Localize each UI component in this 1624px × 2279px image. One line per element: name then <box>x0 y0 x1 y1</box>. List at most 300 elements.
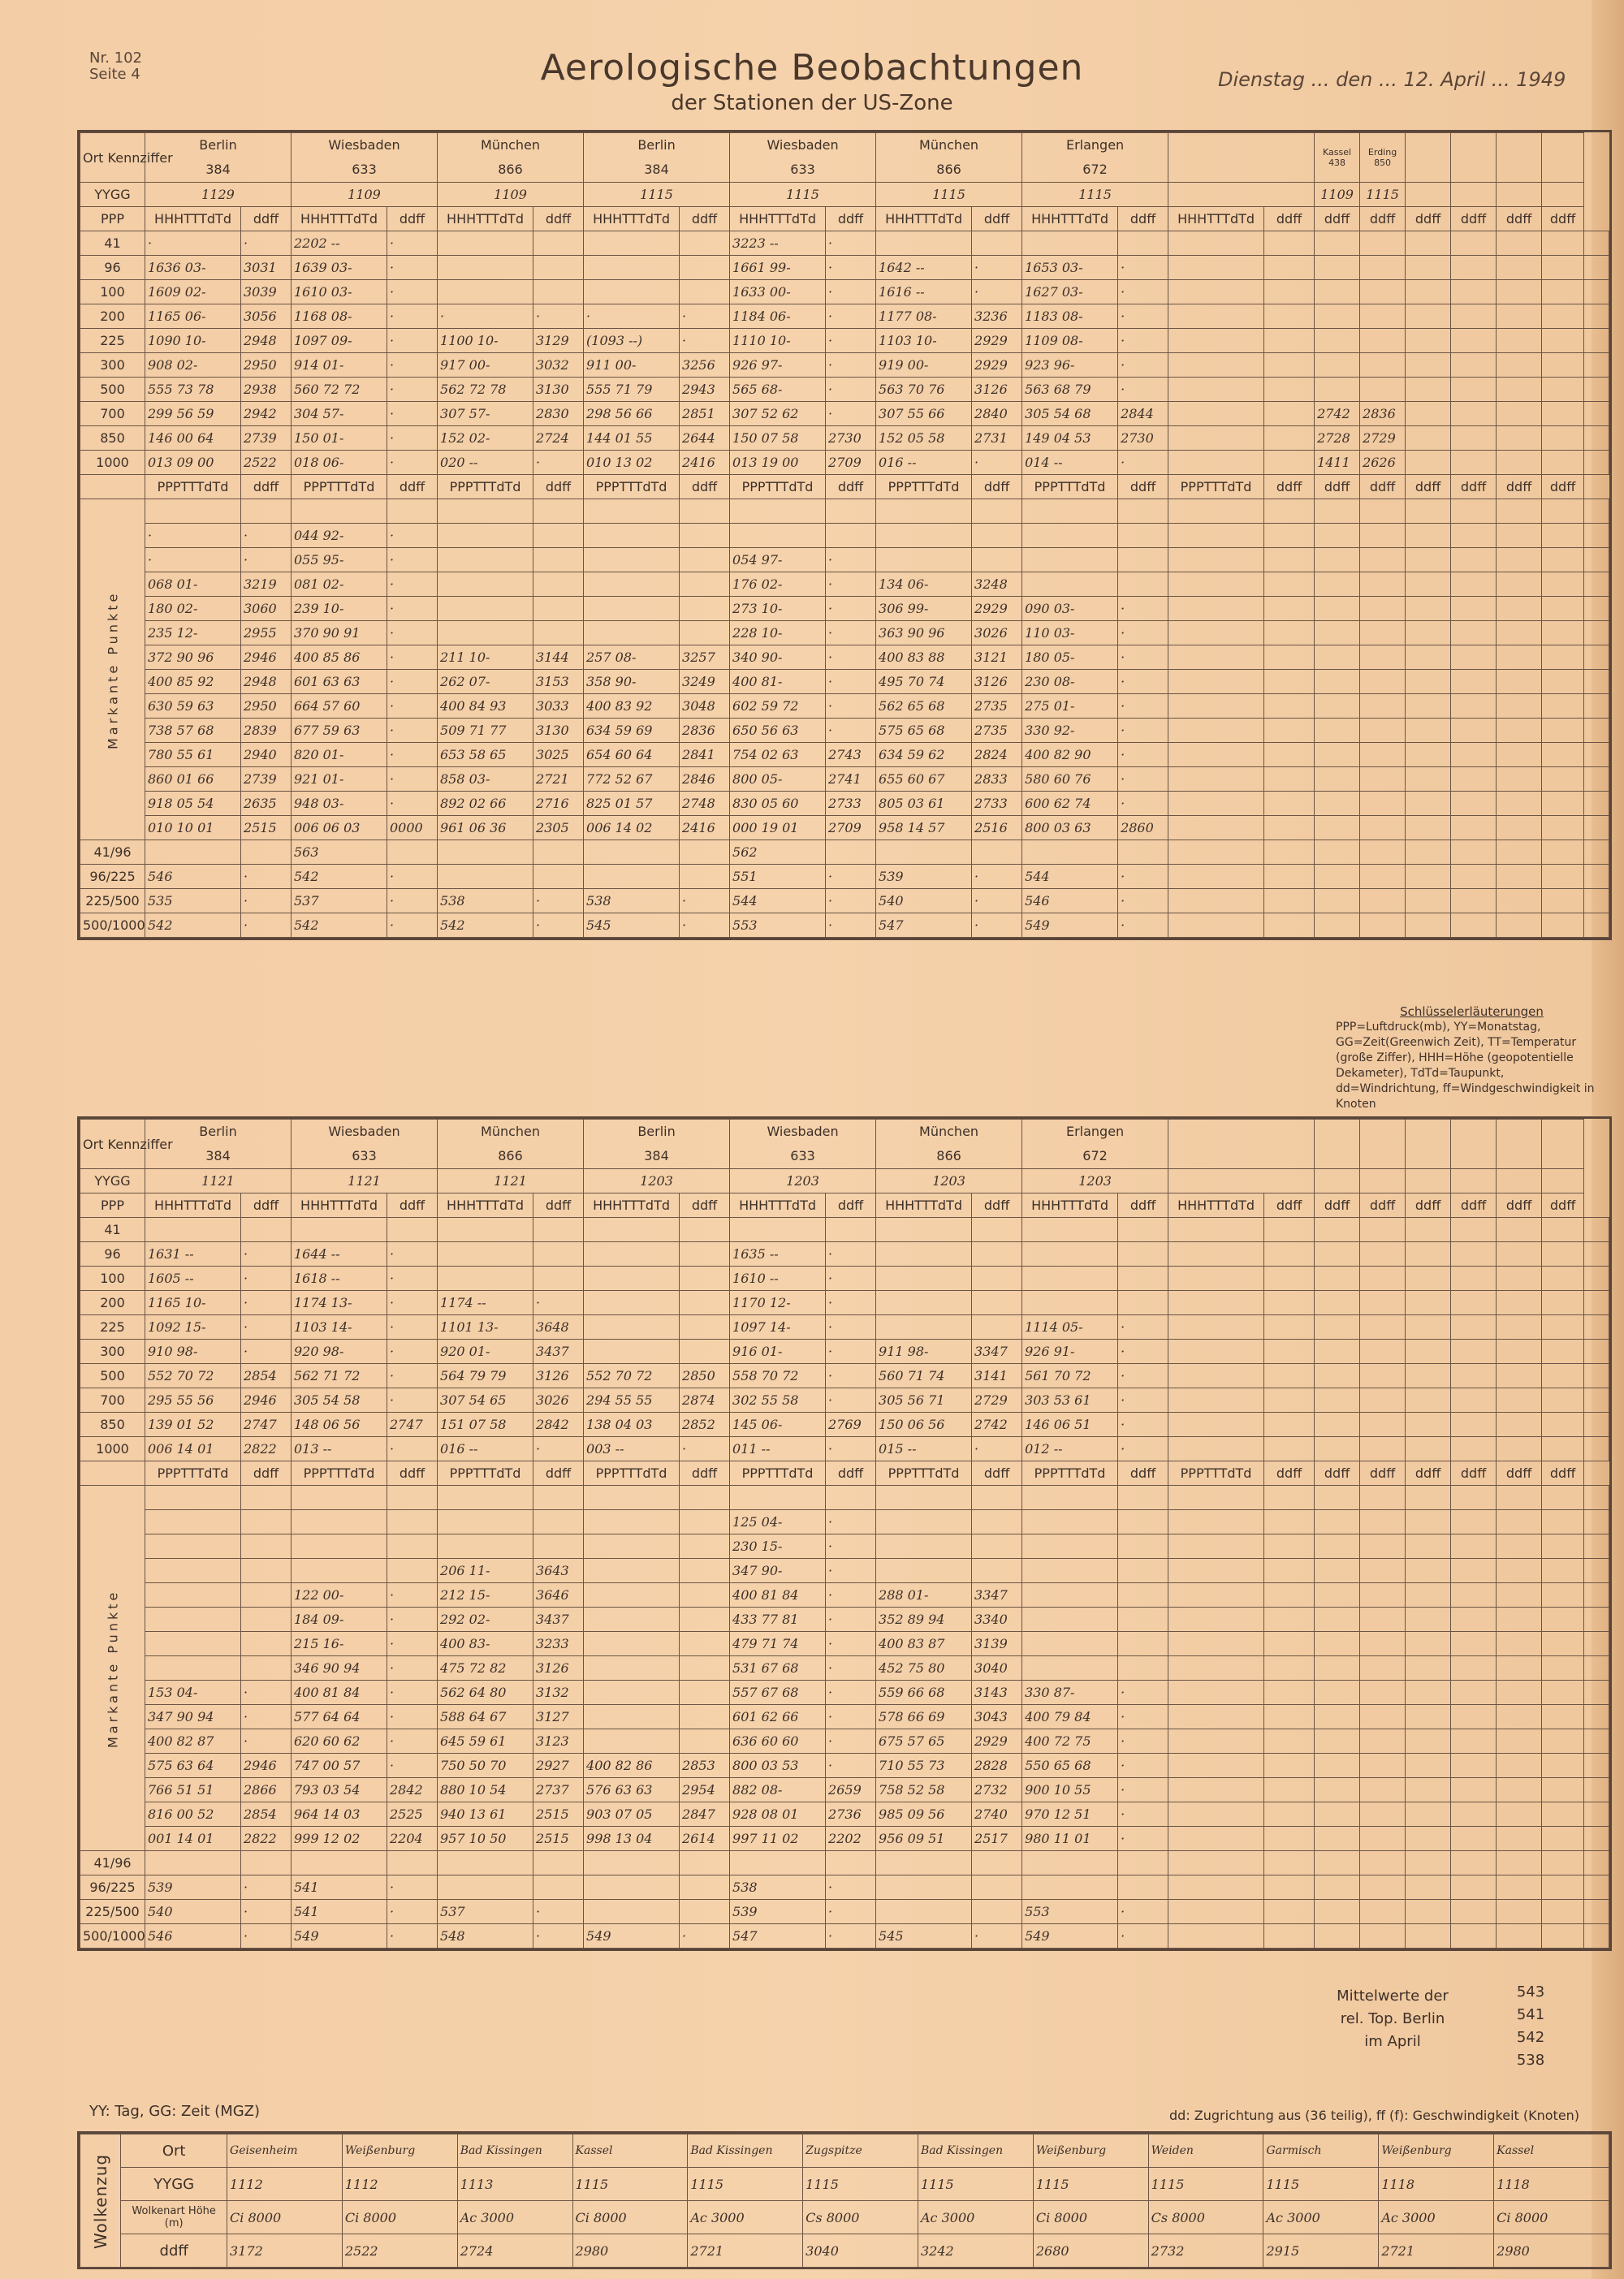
obs-value <box>1168 1364 1264 1388</box>
rel-top-value <box>1264 1875 1315 1900</box>
obs-value <box>533 231 584 256</box>
markante-value <box>438 1486 533 1510</box>
station-cell <box>584 1120 730 1169</box>
ddff-column-label: ddff <box>680 1461 730 1486</box>
obs-value <box>1360 353 1406 378</box>
obs-value: · <box>1118 451 1168 475</box>
ddff-column-label: ddff <box>241 1193 292 1218</box>
markante-value: · <box>145 548 241 572</box>
ddff-column-label: ddff <box>1497 475 1542 499</box>
obs-value: · <box>826 256 876 280</box>
rel-top-value: 542 <box>292 913 387 938</box>
markante-value <box>1542 621 1584 645</box>
obs-value <box>1168 402 1264 426</box>
markante-value <box>1542 499 1584 524</box>
rel-top-value <box>1497 1900 1542 1924</box>
obs-value <box>1542 1291 1584 1315</box>
ddff-column-label: ddff <box>1406 1193 1451 1218</box>
markante-value <box>680 1656 730 1681</box>
obs-value: 013 19 00 <box>730 451 826 475</box>
obs-value <box>1584 1437 1609 1461</box>
obs-value <box>1168 1242 1264 1267</box>
extra-station-cell <box>1315 1120 1360 1169</box>
markante-value <box>1168 719 1264 743</box>
wolkenzug-value: Bad Kissingen <box>918 2134 1034 2168</box>
ddff-column-label: ddff <box>387 1461 438 1486</box>
obs-value <box>1118 1267 1168 1291</box>
pressure-level: 1000 <box>80 1437 145 1461</box>
obs-value: · <box>387 451 438 475</box>
station-header-row <box>80 1120 1609 1169</box>
markante-value <box>1264 1681 1315 1705</box>
markante-value: · <box>826 1608 876 1632</box>
wolkenzug-value: 1115 <box>918 2168 1034 2201</box>
markante-value: 800 03 63 <box>1022 816 1118 840</box>
rel-top-value: 563 <box>292 840 387 865</box>
rel-top-value: · <box>972 913 1022 938</box>
markante-value: 2614 <box>680 1827 730 1851</box>
markante-value <box>1118 1583 1168 1608</box>
obs-value: 012 -- <box>1022 1437 1118 1461</box>
markante-value <box>1168 767 1264 792</box>
obs-value <box>1451 231 1497 256</box>
markante-value <box>1315 743 1360 767</box>
obs-value: 911 00- <box>584 353 680 378</box>
hhhtt-column-label: HHHTTTdTd <box>292 1193 387 1218</box>
rel-top-value: · <box>826 913 876 938</box>
markante-value: · <box>145 524 241 548</box>
markante-value <box>292 1534 387 1559</box>
rel-top-label: 500/1000 <box>80 913 145 938</box>
obs-value <box>680 1267 730 1291</box>
markante-value: 921 01- <box>292 767 387 792</box>
markante-value <box>1542 1802 1584 1827</box>
rel-top-value <box>1584 889 1609 913</box>
markante-value <box>1497 572 1542 597</box>
wolkenzug-value: 1115 <box>572 2168 688 2201</box>
markante-value <box>1264 499 1315 524</box>
markante-value: 2822 <box>241 1827 292 1851</box>
markante-value: 400 81 84 <box>292 1681 387 1705</box>
markante-value: 918 05 54 <box>145 792 241 816</box>
markante-value: 900 10 55 <box>1022 1778 1118 1802</box>
markante-value <box>1497 524 1542 548</box>
markante-value <box>1118 1534 1168 1559</box>
obs-value <box>1264 1364 1315 1388</box>
markante-value <box>1406 572 1451 597</box>
markante-value: · <box>1118 767 1168 792</box>
ddff-column-label: ddff <box>680 207 730 231</box>
rel-top-value: · <box>680 1924 730 1949</box>
rel-top-value <box>1264 865 1315 889</box>
markante-value <box>1497 1754 1542 1778</box>
markante-value <box>145 1656 241 1681</box>
markante-value <box>1168 621 1264 645</box>
markante-value <box>1168 1778 1264 1802</box>
markante-value <box>1584 1827 1609 1851</box>
obs-value <box>1264 304 1315 329</box>
ddff-column-label: ddff <box>826 207 876 231</box>
wolkenzug-value: 2721 <box>1379 2234 1494 2268</box>
rel-top-value: 537 <box>438 1900 533 1924</box>
markante-value <box>584 621 680 645</box>
markante-value <box>438 499 533 524</box>
station-cell <box>730 133 876 183</box>
markante-value <box>1451 1559 1497 1583</box>
markante-value <box>387 1510 438 1534</box>
markante-value <box>1168 1559 1264 1583</box>
station-name: München <box>919 137 979 153</box>
markante-value: 055 95- <box>292 548 387 572</box>
markante-value: 2659 <box>826 1778 876 1802</box>
obs-value <box>1360 1242 1406 1267</box>
blank-label <box>80 475 145 499</box>
obs-value: 2769 <box>826 1413 876 1437</box>
ddff-column-label: ddff <box>1118 207 1168 231</box>
pressure-level-row <box>80 1413 1609 1437</box>
ddff-column-label: ddff <box>1406 1461 1451 1486</box>
rel-top-label: 96/225 <box>80 865 145 889</box>
wolkenzug-value: 2680 <box>1033 2234 1148 2268</box>
markante-value: · <box>826 1681 876 1705</box>
markante-row <box>80 670 1609 694</box>
block-2-grid <box>80 1119 1609 1949</box>
pressure-level-row <box>80 1340 1609 1364</box>
ddff-column-label: ddff <box>533 1193 584 1218</box>
rel-top-value: 553 <box>1022 1900 1118 1924</box>
footer-right: dd: Zugrichtung aus (36 teilig), ff (f): Geschwindigkeit (Knoten) <box>1169 2108 1580 2123</box>
obs-value <box>1451 353 1497 378</box>
obs-value: 1644 -- <box>292 1242 387 1267</box>
rel-top-value <box>1497 840 1542 865</box>
markante-value: · <box>1118 621 1168 645</box>
markante-value: 750 50 70 <box>438 1754 533 1778</box>
markante-value: 3126 <box>533 1656 584 1681</box>
rel-top-value: 537 <box>292 889 387 913</box>
markante-value <box>584 597 680 621</box>
obs-value: 926 97- <box>730 353 826 378</box>
wolkenzug-value: Kassel <box>1494 2134 1609 2168</box>
rel-top-value <box>438 840 533 865</box>
ddff-column-label: ddff <box>826 1461 876 1486</box>
markante-value: 2416 <box>680 816 730 840</box>
markante-value <box>1168 1705 1264 1729</box>
rel-top-value <box>1584 1900 1609 1924</box>
ddff-column-label: ddff <box>1451 1193 1497 1218</box>
markante-value <box>1584 621 1609 645</box>
mittelwerte-label: Mittelwerte der rel. Top. Berlin im April <box>1337 1988 1449 2050</box>
markante-value: 998 13 04 <box>584 1827 680 1851</box>
markante-value: · <box>826 645 876 670</box>
markante-value <box>438 1510 533 1534</box>
markante-value <box>584 524 680 548</box>
rel-top-value <box>1542 913 1584 938</box>
rel-top-value: 542 <box>292 865 387 889</box>
markante-value <box>876 524 972 548</box>
rel-top-value <box>1451 1900 1497 1924</box>
obs-value <box>1264 1413 1315 1437</box>
ddff-column-label: ddff <box>241 1461 292 1486</box>
markante-value <box>1497 1608 1542 1632</box>
rel-top-value: · <box>533 1900 584 1924</box>
station-name: Berlin <box>637 137 676 153</box>
markante-value <box>1584 670 1609 694</box>
extra-yygg-value <box>1451 1169 1497 1193</box>
pppt-column-label: PPPTTTdTd <box>584 1461 680 1486</box>
extra-yygg-value <box>1315 1169 1360 1193</box>
markante-value: 509 71 77 <box>438 719 533 743</box>
obs-value <box>1542 451 1584 475</box>
markante-value: 630 59 63 <box>145 694 241 719</box>
ddff-column-label: ddff <box>680 1193 730 1218</box>
markante-value: 2525 <box>387 1802 438 1827</box>
markante-value <box>1584 1608 1609 1632</box>
obs-value <box>1542 1218 1584 1242</box>
rel-top-value: 544 <box>1022 865 1118 889</box>
markante-value <box>1584 719 1609 743</box>
markante-value: 358 90- <box>584 670 680 694</box>
obs-value <box>1315 1242 1360 1267</box>
markante-value <box>1264 1534 1315 1559</box>
obs-value: 1639 03- <box>292 256 387 280</box>
obs-value: 3223 -- <box>730 231 826 256</box>
markante-value: · <box>241 1681 292 1705</box>
rel-top-value <box>1542 1875 1584 1900</box>
markante-value <box>1264 1608 1315 1632</box>
markante-value <box>1360 1802 1406 1827</box>
markante-value <box>1315 621 1360 645</box>
markante-value <box>730 1486 826 1510</box>
markante-value: 288 01- <box>876 1583 972 1608</box>
rel-top-value: 538 <box>584 889 680 913</box>
station-id: 633 <box>352 162 377 177</box>
rel-top-value <box>1315 840 1360 865</box>
markante-value <box>1497 1827 1542 1851</box>
markante-value: 134 06- <box>876 572 972 597</box>
markante-value <box>1264 670 1315 694</box>
markante-value <box>1406 743 1451 767</box>
markante-value: · <box>387 1729 438 1754</box>
obs-value <box>1360 1315 1406 1340</box>
markante-value <box>1584 767 1609 792</box>
wolkenzug-value: 3172 <box>227 2234 343 2268</box>
rel-top-value: · <box>680 913 730 938</box>
obs-value: 305 54 58 <box>292 1388 387 1413</box>
obs-value <box>1022 1242 1118 1267</box>
obs-value: 2202 -- <box>292 231 387 256</box>
markante-value <box>1542 645 1584 670</box>
obs-value: 2522 <box>241 451 292 475</box>
markante-value: · <box>1118 1754 1168 1778</box>
rel-top-value: · <box>680 889 730 913</box>
obs-value <box>1497 1267 1542 1291</box>
obs-value: 2742 <box>972 1413 1022 1437</box>
markante-value: 903 07 05 <box>584 1802 680 1827</box>
obs-value: · <box>1118 304 1168 329</box>
obs-value: · <box>241 1340 292 1364</box>
rel-top-value: 541 <box>292 1875 387 1900</box>
markante-value: · <box>387 1583 438 1608</box>
rel-top-value: · <box>241 1875 292 1900</box>
obs-value: 1616 -- <box>876 280 972 304</box>
markante-value <box>1584 499 1609 524</box>
obs-value <box>972 1218 1022 1242</box>
wolkenzug-value: Ci 8000 <box>227 2201 343 2234</box>
pressure-level: 96 <box>80 256 145 280</box>
wolkenzug-row-label: ddff <box>121 2234 227 2268</box>
obs-value: 144 01 55 <box>584 426 680 451</box>
hhhtt-column-label: HHHTTTdTd <box>584 1193 680 1218</box>
markante-value: 3121 <box>972 645 1022 670</box>
obs-value: · <box>387 1364 438 1388</box>
markante-value <box>1406 499 1451 524</box>
obs-value <box>1315 378 1360 402</box>
markante-value <box>1264 1656 1315 1681</box>
ddff-column-label: ddff <box>1542 1193 1584 1218</box>
markante-value <box>145 1559 241 1583</box>
markante-value: 957 10 50 <box>438 1827 533 1851</box>
markante-value <box>1497 1778 1542 1802</box>
station-name: München <box>481 137 541 153</box>
markante-value: 3144 <box>533 645 584 670</box>
markante-value: 800 05- <box>730 767 826 792</box>
obs-value <box>584 1291 680 1315</box>
obs-value <box>1406 1388 1451 1413</box>
obs-value: · <box>826 329 876 353</box>
wolkenzug-value: Bad Kissingen <box>457 2134 572 2168</box>
rel-top-value <box>730 1851 826 1875</box>
obs-value <box>1497 280 1542 304</box>
markante-value <box>1264 1705 1315 1729</box>
obs-value <box>1264 451 1315 475</box>
markante-value <box>1264 597 1315 621</box>
markante-value <box>1584 1656 1609 1681</box>
obs-value: · <box>826 1388 876 1413</box>
obs-value <box>1360 304 1406 329</box>
markante-value <box>1315 694 1360 719</box>
markante-value: 664 57 60 <box>292 694 387 719</box>
station-cell <box>876 1120 1022 1169</box>
obs-value <box>438 1242 533 1267</box>
wolkenzug-value: Garmisch <box>1263 2134 1379 2168</box>
extra-yygg-value <box>1406 1169 1451 1193</box>
markante-value: 3130 <box>533 719 584 743</box>
obs-value <box>1542 231 1584 256</box>
markante-value <box>1022 524 1118 548</box>
obs-value: · <box>533 1291 584 1315</box>
markante-value <box>1360 816 1406 840</box>
wolkenzug-value: Cs 8000 <box>803 2201 918 2234</box>
markante-value <box>1118 572 1168 597</box>
markante-value <box>1022 1534 1118 1559</box>
obs-value: 2836 <box>1360 402 1406 426</box>
obs-value <box>1406 1413 1451 1437</box>
markante-value: · <box>1118 670 1168 694</box>
markante-value <box>1584 548 1609 572</box>
obs-value <box>1584 1388 1609 1413</box>
rel-top-value: · <box>387 865 438 889</box>
wolkenzug-row <box>80 2234 1609 2268</box>
obs-value <box>1264 378 1315 402</box>
markante-value: 575 63 64 <box>145 1754 241 1778</box>
obs-value <box>1168 280 1264 304</box>
pressure-level: 700 <box>80 402 145 426</box>
markante-value <box>1451 743 1497 767</box>
ddff-column-label: ddff <box>241 207 292 231</box>
rel-top-value <box>1406 1875 1451 1900</box>
obs-value <box>876 1218 972 1242</box>
obs-value: · <box>1118 1315 1168 1340</box>
obs-value <box>533 1267 584 1291</box>
obs-value: 2626 <box>1360 451 1406 475</box>
markante-value <box>584 1705 680 1729</box>
extra-station-cell <box>1406 133 1451 183</box>
markante-value <box>1542 1559 1584 1583</box>
obs-value: 1184 06- <box>730 304 826 329</box>
markante-value: 928 08 01 <box>730 1802 826 1827</box>
yygg-value: 1121 <box>145 1169 292 1193</box>
ddff-column-label: ddff <box>1542 1461 1584 1486</box>
rel-top-value <box>826 840 876 865</box>
obs-value <box>1406 1340 1451 1364</box>
markante-value: 400 83 88 <box>876 645 972 670</box>
wolkenzug-value: 2721 <box>688 2234 803 2268</box>
obs-value: 1165 06- <box>145 304 241 329</box>
markante-value <box>1584 792 1609 816</box>
markante-value: 3026 <box>972 621 1022 645</box>
markante-value <box>584 1632 680 1656</box>
hhhtt-column-label: HHHTTTdTd <box>730 1193 826 1218</box>
block-1-table <box>77 130 1612 940</box>
rel-top-value: 538 <box>438 889 533 913</box>
obs-value: 1174 -- <box>438 1291 533 1315</box>
markante-value: 958 14 57 <box>876 816 972 840</box>
rel-top-value: 539 <box>876 865 972 889</box>
markante-value: 754 02 63 <box>730 743 826 767</box>
obs-value <box>972 1242 1022 1267</box>
markante-row <box>80 645 1609 670</box>
markante-value <box>1542 719 1584 743</box>
markante-value: 766 51 51 <box>145 1778 241 1802</box>
markante-value: · <box>387 767 438 792</box>
markante-value <box>1264 1754 1315 1778</box>
markante-value: 2929 <box>972 597 1022 621</box>
markante-value <box>1542 816 1584 840</box>
pressure-level-row <box>80 304 1609 329</box>
rel-top-value <box>1497 1875 1542 1900</box>
obs-value: 305 56 71 <box>876 1388 972 1413</box>
legend-text: PPP=Luftdruck(mb), YY=Monatstag, GG=Zeit(Greenwich Zeit), TT=Temperatur (große Ziffer), HHH=Höhe (geopotentielle Dekameter), TdTd=Taupunkt, dd=Windrichtung, ff=Windgeschwindigkeit in Knoten <box>1336 1021 1595 1111</box>
markante-value <box>1451 499 1497 524</box>
markante-value: 3643 <box>533 1559 584 1583</box>
markante-value: 985 09 56 <box>876 1802 972 1827</box>
obs-value <box>1584 353 1609 378</box>
markante-value <box>1451 1583 1497 1608</box>
markante-value <box>241 1486 292 1510</box>
obs-value <box>1406 1291 1451 1315</box>
yygg-value: 1109 <box>292 183 438 207</box>
obs-value: 010 13 02 <box>584 451 680 475</box>
markante-row <box>80 1510 1609 1534</box>
markante-value <box>1360 670 1406 694</box>
markante-value: 2950 <box>241 694 292 719</box>
markante-value: 475 72 82 <box>438 1656 533 1681</box>
extra-station-cell <box>1360 1120 1406 1169</box>
rel-top-value <box>1168 913 1264 938</box>
markante-value <box>584 1534 680 1559</box>
ddff-column-label: ddff <box>1451 207 1497 231</box>
markante-value <box>826 499 876 524</box>
